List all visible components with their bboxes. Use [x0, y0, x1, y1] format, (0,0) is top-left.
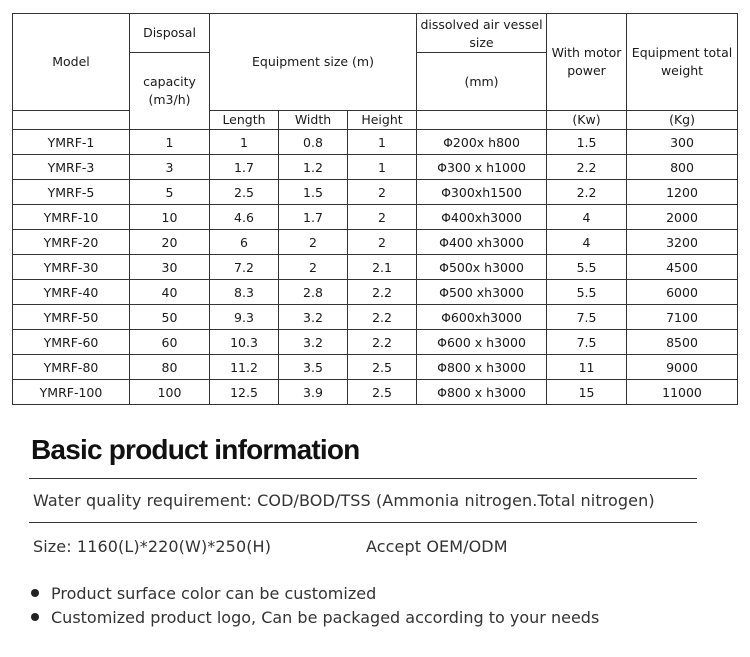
- header-weight-unit: (Kg): [627, 111, 738, 130]
- header-width: Width: [279, 111, 348, 130]
- cell-weight: 7100: [627, 305, 738, 330]
- cell-capacity: 60: [130, 330, 210, 355]
- cell-capacity: 80: [130, 355, 210, 380]
- cell-model: YMRF-80: [13, 355, 130, 380]
- bullet-text: Customized product logo, Can be packaged according to your needs: [51, 608, 600, 627]
- cell-weight: 9000: [627, 355, 738, 380]
- cell-motor: 15: [547, 380, 627, 405]
- cell-vessel: Φ800 x h3000: [417, 355, 547, 380]
- cell-weight: 11000: [627, 380, 738, 405]
- cell-width: 2.8: [279, 280, 348, 305]
- cell-motor: 1.5: [547, 130, 627, 155]
- cell-width: 3.2: [279, 305, 348, 330]
- cell-height: 1: [348, 155, 417, 180]
- header-disposal: Disposal: [130, 14, 210, 53]
- cell-capacity: 5: [130, 180, 210, 205]
- cell-weight: 8500: [627, 330, 738, 355]
- table-row: [13, 255, 738, 280]
- divider: [29, 478, 697, 479]
- cell-capacity: 40: [130, 280, 210, 305]
- cell-vessel: Φ800 x h3000: [417, 380, 547, 405]
- header-weight: Equipment total weight: [627, 14, 738, 111]
- cell-model: YMRF-50: [13, 305, 130, 330]
- cell-capacity: 3: [130, 155, 210, 180]
- section-title: Basic product information: [31, 434, 360, 465]
- cell-model: YMRF-40: [13, 280, 130, 305]
- cell-width: 2: [279, 255, 348, 280]
- cell-height: 2.5: [348, 355, 417, 380]
- cell-vessel: Φ600xh3000: [417, 305, 547, 330]
- cell-length: 1: [210, 130, 279, 155]
- cell-vessel: Φ300 x h1000: [417, 155, 547, 180]
- list-item: [31, 584, 376, 603]
- cell-model: YMRF-100: [13, 380, 130, 405]
- header-model-blank: [13, 111, 130, 130]
- cell-vessel: Φ200x h800: [417, 130, 547, 155]
- cell-height: 2: [348, 180, 417, 205]
- table-row: [13, 155, 738, 180]
- cell-width: 2: [279, 230, 348, 255]
- cell-length: 10.3: [210, 330, 279, 355]
- water-quality-text: Water quality requirement: COD/BOD/TSS (Ammonia nitrogen.Total nitrogen): [33, 491, 655, 510]
- bullet-text: Product surface color can be customized: [51, 584, 377, 603]
- table-row: [13, 305, 738, 330]
- header-length: Length: [210, 111, 279, 130]
- cell-length: 1.7: [210, 155, 279, 180]
- table-row: [13, 130, 738, 155]
- cell-motor: 7.5: [547, 305, 627, 330]
- header-height: Height: [348, 111, 417, 130]
- cell-height: 2: [348, 230, 417, 255]
- header-vessel-blank: [417, 111, 547, 130]
- header-motor: With motor power: [547, 14, 627, 111]
- cell-model: YMRF-5: [13, 180, 130, 205]
- header-equipment-size: Equipment size (m): [210, 14, 417, 111]
- cell-vessel: Φ600 x h3000: [417, 330, 547, 355]
- cell-motor: 2.2: [547, 155, 627, 180]
- header-capacity: capacity (m3/h): [130, 53, 210, 130]
- cell-width: 3.2: [279, 330, 348, 355]
- cell-motor: 4: [547, 230, 627, 255]
- cell-weight: 300: [627, 130, 738, 155]
- cell-vessel: Φ300xh1500: [417, 180, 547, 205]
- table-row: [13, 280, 738, 305]
- cell-model: YMRF-60: [13, 330, 130, 355]
- spec-table-body: [13, 130, 738, 405]
- cell-weight: 3200: [627, 230, 738, 255]
- table-row: [13, 205, 738, 230]
- cell-model: YMRF-1: [13, 130, 130, 155]
- cell-motor: 2.2: [547, 180, 627, 205]
- cell-model: YMRF-10: [13, 205, 130, 230]
- header-model: Model: [13, 14, 130, 111]
- cell-length: 7.2: [210, 255, 279, 280]
- cell-length: 4.6: [210, 205, 279, 230]
- cell-length: 9.3: [210, 305, 279, 330]
- cell-width: 0.8: [279, 130, 348, 155]
- cell-weight: 2000: [627, 205, 738, 230]
- cell-motor: 11: [547, 355, 627, 380]
- cell-vessel: Φ400xh3000: [417, 205, 547, 230]
- cell-length: 11.2: [210, 355, 279, 380]
- table-row: [13, 355, 738, 380]
- cell-model: YMRF-3: [13, 155, 130, 180]
- cell-length: 8.3: [210, 280, 279, 305]
- cell-height: 2.1: [348, 255, 417, 280]
- size-text: Size: 1160(L)*220(W)*250(H): [33, 537, 272, 556]
- cell-motor: 4: [547, 205, 627, 230]
- divider: [29, 522, 697, 523]
- cell-height: 2.2: [348, 305, 417, 330]
- cell-weight: 4500: [627, 255, 738, 280]
- cell-weight: 6000: [627, 280, 738, 305]
- cell-width: 3.5: [279, 355, 348, 380]
- cell-motor: 7.5: [547, 330, 627, 355]
- cell-model: YMRF-20: [13, 230, 130, 255]
- list-item: [31, 608, 599, 627]
- cell-width: 1.5: [279, 180, 348, 205]
- cell-height: 2.5: [348, 380, 417, 405]
- cell-height: 1: [348, 130, 417, 155]
- bullet-icon: [31, 589, 39, 597]
- cell-width: 3.9: [279, 380, 348, 405]
- cell-vessel: Φ500x h3000: [417, 255, 547, 280]
- spec-table: [12, 13, 738, 405]
- cell-width: 1.2: [279, 155, 348, 180]
- cell-weight: 800: [627, 155, 738, 180]
- cell-capacity: 30: [130, 255, 210, 280]
- cell-motor: 5.5: [547, 280, 627, 305]
- cell-weight: 1200: [627, 180, 738, 205]
- cell-capacity: 20: [130, 230, 210, 255]
- cell-capacity: 50: [130, 305, 210, 330]
- cell-capacity: 10: [130, 205, 210, 230]
- cell-height: 2.2: [348, 330, 417, 355]
- table-row: [13, 230, 738, 255]
- header-vessel-unit: (mm): [417, 53, 547, 111]
- cell-motor: 5.5: [547, 255, 627, 280]
- cell-capacity: 1: [130, 130, 210, 155]
- header-motor-unit: (Kw): [547, 111, 627, 130]
- table-row: [13, 180, 738, 205]
- cell-width: 1.7: [279, 205, 348, 230]
- cell-vessel: Φ400 xh3000: [417, 230, 547, 255]
- table-row: [13, 380, 738, 405]
- table-row: [13, 330, 738, 355]
- cell-length: 6: [210, 230, 279, 255]
- cell-height: 2.2: [348, 280, 417, 305]
- cell-model: YMRF-30: [13, 255, 130, 280]
- bullet-icon: [31, 613, 39, 621]
- cell-length: 2.5: [210, 180, 279, 205]
- cell-height: 2: [348, 205, 417, 230]
- cell-length: 12.5: [210, 380, 279, 405]
- cell-capacity: 100: [130, 380, 210, 405]
- cell-vessel: Φ500 xh3000: [417, 280, 547, 305]
- header-vessel: dissolved air vessel size: [417, 14, 547, 53]
- oem-text: Accept OEM/ODM: [366, 537, 508, 556]
